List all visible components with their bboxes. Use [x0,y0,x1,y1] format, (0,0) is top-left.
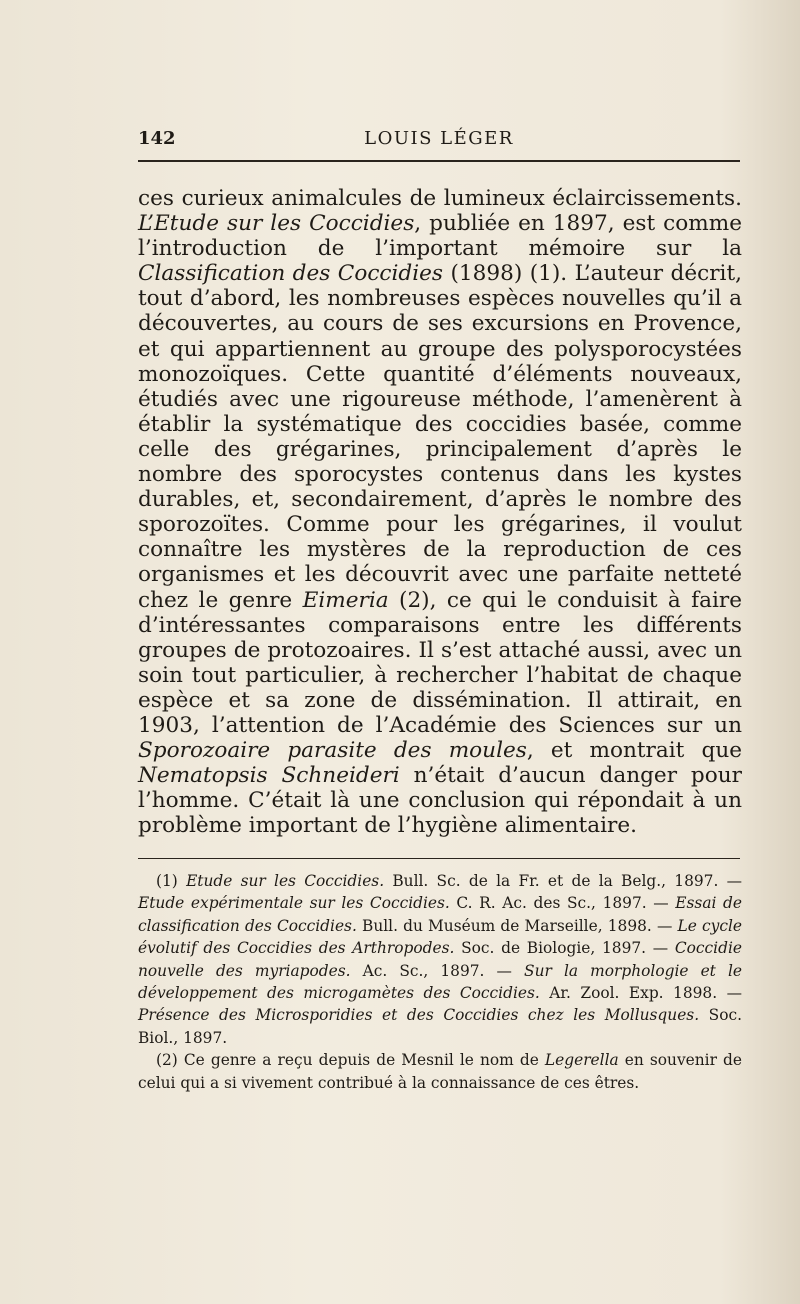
text-run: Soc. Biol., 1897. [138,1006,742,1047]
running-title: LOUIS LÉGER [364,128,514,149]
text-run: ces curieux animalcules de lumineux éclaircissements. [138,186,742,211]
text-run: Bull. Sc. de la Fr. et de la Belg., 1897. — [384,872,742,890]
page-header [138,118,740,158]
header-rule [138,160,740,162]
italic-title: Présence des Microsporidies et des Coccidies chez les Mollusques. [138,1006,700,1025]
text-run: C. R. Ac. des Sc., 1897. — [449,894,676,913]
footnote-rule [138,858,740,859]
text-run: en souvenir de celui qui a si vivement contribué à la connaissance de ces êtres. [138,1051,742,1092]
text-run: (2), ce qui le conduisit à faire d’intéressantes comparaisons entre les différents groupes de protozoaires. Il s’est attaché aussi, avec un soin tout particulier, à rechercher l’habitat de chaque espèce et sa zone de dissémination. Il attirait, en 1903, l’attention de l’Académie des Sciences sur un [138,587,743,738]
italic-title: Etude expérimentale sur les Coccidies. [138,894,450,913]
italic-title: Legerella [544,1051,619,1070]
italic-title: Essai de classification des Coccidies. [138,894,742,935]
main-text [138,186,742,838]
italic-title: Eimeria [302,587,389,613]
page-number: 142 [138,128,176,149]
footnote-1 [138,870,742,1049]
italic-title: Etude sur les Coccidies. [186,872,385,890]
text-run: (1898) (1). L’auteur décrit, tout d’abord, les nombreuses espèces nouvelles qu’il a découvertes, au cours de ses excursions en Provence, et qui appartiennent au groupe des polysporocystées monozoïques. Cette quantité d’éléments nouveaux, étudiés avec une rigoureuse méthode, l’amenèrent à établir la systématique des coccidies basée, comme celle des grégarines, principalement d’après le nombre des sporocystes contenus dans les kystes durables, et, secondairement, d’après le nombre des sporozoïtes. Comme pour les grégarines, il voulut connaître les mystères de la reproduction de ces organismes et les découvrit avec une parfaite netteté chez le genre [138,261,742,613]
text-run: n’était d’aucun danger pour l’homme. C’était là une conclusion qui répondait à un problème important de l’hygiène alimentaire. [138,763,742,839]
italic-title: Sur la morphologie et le développement des microgamètes des Coccidies. [138,961,742,1003]
text-run: Ar. Zool. Exp. 1898. — [539,984,742,1003]
footnotes [138,870,742,1094]
body-paragraph [138,186,742,838]
italic-title: Classification des Coccidies [138,261,444,287]
text-run: Soc. de Biologie, 1897. — [454,939,675,958]
italic-title: Nematopsis Schneideri [138,763,400,789]
text-run: (2) Ce genre a reçu depuis de Mesnil le nom de [156,1051,545,1070]
footnote-2 [138,1049,742,1094]
italic-title: Le cycle évolutif des Coccidies des Arthropodes. [138,916,742,958]
text-run: (1) [156,872,187,890]
text-run: Bull. du Muséum de Marseille, 1898. — [356,916,678,935]
italic-title: Sporozoaire parasite des moules [138,738,527,764]
text-run: , publiée en 1897, est comme l’introduction de l’important mémoire sur la [138,211,742,262]
text-run: Ac. Sc., 1897. — [350,961,525,980]
italic-title: L’Etude sur les Coccidies [138,211,415,237]
text-run: , et montrait que [526,738,743,764]
italic-title: Coccidie nouvelle des myriapodes. [138,939,742,980]
